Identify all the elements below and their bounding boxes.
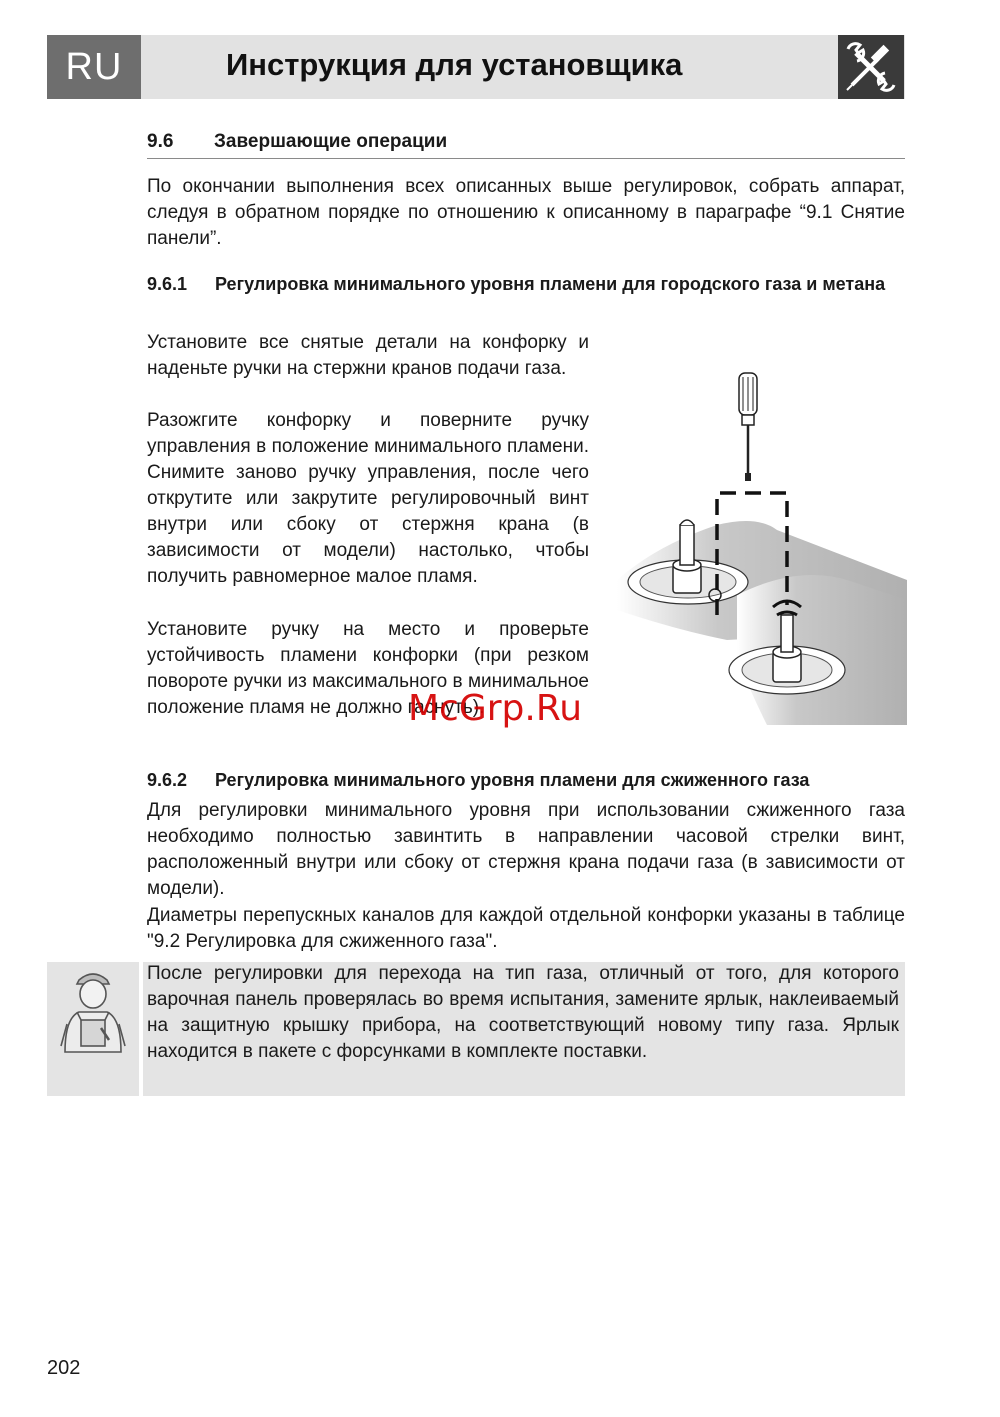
page-title: Инструкция для установщика	[226, 47, 683, 82]
subsection-number: 9.6.1	[147, 274, 188, 294]
heading-rule	[147, 158, 905, 159]
section-heading-9-6	[147, 131, 905, 153]
technician-icon	[47, 962, 139, 1096]
language-badge: RU	[47, 35, 141, 99]
subsection-title: Регулировка минимального уровня пламени для городского газа и метана	[215, 274, 886, 294]
page-number: 202	[47, 1357, 81, 1379]
note-text: После регулировки для перехода на тип газа, отличный от того, для которого варочная панель проверялась во время испытания, замените ярлык, наклеиваемый на защитную крышку прибора, на соответствующий новому типу газа. Ярлык находится в пакете с форсунками в комплекте поставки.	[147, 963, 899, 1062]
section-9-6-2-p2: Диаметры перепускных каналов для каждой отдельной конфорки указаны в таблице "9.2 Регулировка для сжиженного газа".	[147, 905, 905, 952]
section-heading-9-6-1	[147, 270, 905, 298]
section-title: Завершающие операции	[214, 131, 448, 152]
section-heading-9-6-2	[147, 766, 905, 794]
section-9-6-1-p2: Разожгите конфорку и поверните ручку управления в положение минимального пламени. Снимите заново ручку управления, после чего открутите или закрутите регулировочный винт внутри или сбоку от стержня крана (в зависимости от модели) настолько, чтобы получить равномерное малое пламя.	[147, 410, 589, 587]
section-9-6-1-p3: Установите ручку на место и проверьте устойчивость пламени конфорки (при резком повороте ручки из максимального в минимальное положение пламя не должно гаснуть).	[147, 619, 589, 718]
subsection-title: Регулировка минимального уровня пламени для сжиженного газа	[215, 770, 810, 790]
section-9-6-2-p1: Для регулировки минимального уровня при использовании сжиженного газа необходимо полностью завинтить в направлении часовой стрелки винт, расположенный внутри или сбоку от стержня крана подачи газа (в зависимости от модели).	[147, 800, 905, 899]
section-number: 9.6	[147, 131, 174, 152]
section-9-6-body: По окончании выполнения всех описанных выше регулировок, собрать аппарат, следуя в обратном порядке по отношению к описанному в параграфе “9.1 Снятие панели”.	[147, 176, 905, 249]
tools-icon	[838, 35, 904, 99]
watermark: McGrp.Ru	[408, 688, 583, 729]
burner-adjustment-illustration	[617, 365, 907, 730]
subsection-number: 9.6.2	[147, 770, 188, 790]
section-9-6-1-p1: Установите все снятые детали на конфорку и наденьте ручки на стержни кранов подачи газа.	[147, 332, 589, 379]
